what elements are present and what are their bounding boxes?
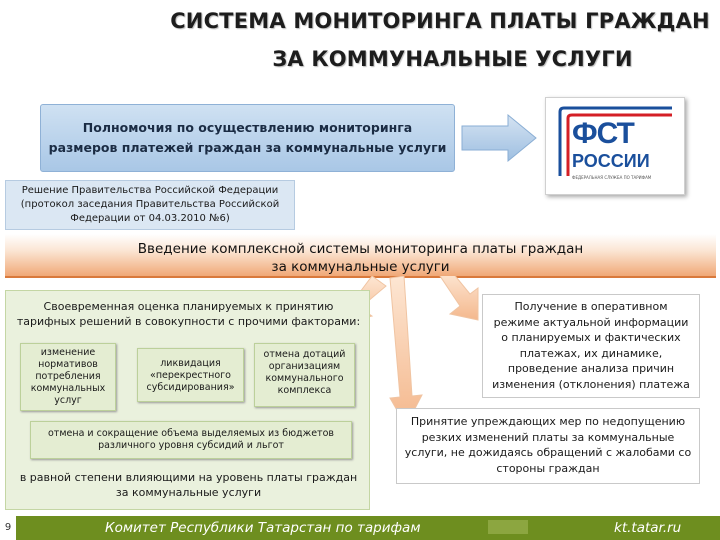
intro-bar (5, 234, 716, 278)
arrow-down-icon (390, 276, 422, 426)
powers-line1: Полномочия по осуществлению мониторинга (82, 120, 413, 135)
footer-bar (0, 516, 720, 540)
assessment-panel (5, 290, 370, 510)
powers-box (40, 104, 455, 172)
decree-line1: Решение Правительства Российской Федерации (21, 185, 279, 196)
assessment-header (6, 299, 371, 329)
assessment-footer-line2: за коммунальные услуги (115, 486, 262, 499)
decree-box (5, 180, 295, 230)
preventive-measures-box (396, 408, 700, 484)
slide-title-line1: СИСТЕМА МОНИТОРИНГА ПЛАТЫ ГРАЖДАН (170, 9, 710, 33)
factor-norms-line: услуг (54, 395, 82, 406)
factor-subsidies-line: отмена дотаций (263, 349, 346, 360)
footer-decor (488, 520, 528, 534)
logo-caption: ФЕДЕРАЛЬНАЯ СЛУЖБА ПО ТАРИФАМ (572, 175, 652, 180)
factor-norms-line: коммунальных (30, 383, 106, 394)
preventive-measures-line: стороны граждан (496, 461, 600, 475)
powers-line2: размеров платежей граждан за коммунальные услуги (48, 140, 447, 155)
factor-subsidies-line: коммунального (265, 373, 344, 384)
factor-subsidies-line: комплекса (277, 385, 332, 396)
slide-title-line2: ЗА КОММУНАЛЬНЫЕ УСЛУГИ (272, 47, 633, 71)
factor-cross-subsidy-line: «перекрестного (150, 370, 231, 381)
intro-line1: Введение комплексной системы мониторинга платы граждан (137, 241, 584, 257)
factor-budget-line: различного уровня субсидий и льгот (98, 440, 284, 451)
arrow-to-right-panel-icon (440, 276, 478, 320)
factor-subsidies-box (254, 343, 355, 407)
info-collection-line: режиме актуальной информации (493, 315, 689, 329)
preventive-measures-line: услуги, не дожидаясь обращений с жалобами со (404, 446, 692, 459)
factor-budget-box (30, 421, 352, 459)
footer-site-link[interactable]: kt.tatar.ru (614, 520, 682, 536)
info-collection-line: изменения (отклонения) платежа (492, 377, 690, 391)
assessment-header-line2: тарифных решений в совокупности с прочими факторами: (16, 315, 361, 328)
preventive-measures-line: резких изменений платы за коммунальные (421, 430, 675, 444)
intro-line2: за коммунальные услуги (271, 259, 450, 275)
logo-country: РОССИИ (572, 151, 650, 171)
info-collection-box (482, 294, 700, 398)
preventive-measures-line: Принятие упреждающих мер по недопущению (410, 415, 686, 428)
logo-abbr: ФСТ (572, 117, 634, 150)
factor-norms-box (20, 343, 116, 411)
decree-line2: (протокол заседания Правительства Российской (20, 199, 280, 210)
fst-logo (545, 97, 685, 195)
info-collection-line: платежах, их динамике, (519, 346, 663, 360)
factor-cross-subsidy-line: ликвидация (160, 358, 221, 369)
factor-norms-line: нормативов (38, 359, 98, 370)
page-number: 9 (0, 516, 16, 540)
info-collection-line: о планируемых и фактических (501, 331, 681, 344)
assessment-footer (6, 470, 371, 500)
assessment-header-line1: Своевременная оценка планируемых к принятию (43, 300, 334, 313)
factor-cross-subsidy-box (137, 348, 244, 402)
decree-line3: Федерации от 04.03.2010 №6) (70, 213, 230, 224)
factor-subsidies-line: организациям (268, 361, 341, 372)
arrow-right-icon (460, 113, 540, 163)
factor-cross-subsidy-line: субсидирования» (146, 382, 235, 393)
factor-norms-line: изменение (40, 347, 96, 358)
info-collection-line: проведение анализа причин (507, 362, 675, 375)
factor-budget-line: отмена и сокращение объема выделяемых из бюджетов (48, 428, 334, 439)
factor-norms-line: потребления (35, 371, 101, 382)
assessment-footer-line1: в равной степени влияющими на уровень платы граждан (19, 471, 358, 484)
footer-org: Комитет Республики Татарстан по тарифам (105, 520, 421, 536)
slide-title (0, 2, 720, 78)
info-collection-line: Получение в оперативном (514, 300, 668, 313)
